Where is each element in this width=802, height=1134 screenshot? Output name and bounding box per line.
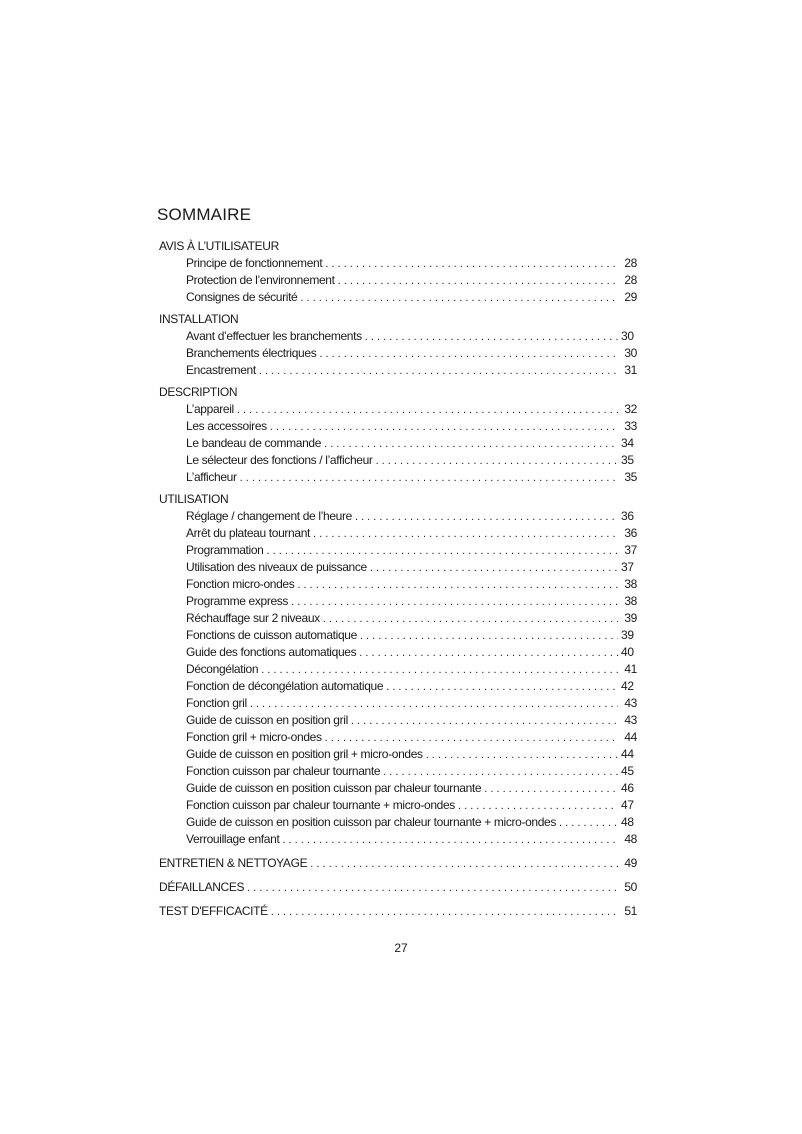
toc-entry-label: Programme express [186,594,289,608]
toc-entry[interactable] [159,328,637,345]
section-heading: INSTALLATION [159,312,239,326]
toc-entry[interactable] [159,469,637,486]
toc-entry-label: L’afficheur [186,470,237,484]
toc-entry-label: TEST D'EFFICACITÉ [159,904,268,918]
toc-section [159,311,637,379]
toc-entry-label: Réglage / changement de l’heure [186,509,352,523]
toc-entry-page: 37 [621,560,634,574]
toc-entry-page: 37 [624,543,637,557]
toc-entry[interactable] [159,576,637,593]
toc-entry-label: ENTRETIEN & NETTOYAGE [159,856,308,870]
toc-entry-label: Guide des fonctions automatiques [186,645,357,659]
toc-entry[interactable] [159,435,637,452]
toc-entry-page: 41 [624,662,637,676]
toc-entry[interactable] [159,661,637,678]
dot-leader [261,662,618,679]
dot-leader [360,628,618,645]
toc-section [159,491,637,848]
toc-entry-page: 39 [621,628,634,642]
page-title: SOMMAIRE [157,205,252,224]
toc-entry-page: 38 [624,577,637,591]
toc-entry[interactable] [159,627,637,644]
dot-leader [297,577,618,594]
toc-entry-label: Consignes de sécurité [186,290,298,304]
dot-leader [319,346,618,363]
toc-entry-label: Fonction de décongélation automatique [186,679,384,693]
dot-leader [338,273,618,290]
toc-entry[interactable] [159,644,637,661]
toc-entry[interactable] [159,746,637,763]
toc-entry-page: 48 [621,815,634,829]
toc-entry[interactable] [159,712,637,729]
table-of-contents [159,238,637,920]
dot-leader [426,747,618,764]
dot-leader [324,436,618,453]
dot-leader [355,509,618,526]
toc-section [159,384,637,486]
toc-entry-label: Fonction micro-ondes [186,577,295,591]
toc-entry[interactable] [159,542,637,559]
dot-leader [313,526,618,543]
toc-entry[interactable] [159,780,637,797]
toc-entry-page: 40 [621,645,634,659]
toc-entry[interactable] [159,729,637,746]
toc-entry-page: 38 [624,594,637,608]
dot-leader [484,781,618,798]
toc-entry[interactable] [159,879,637,896]
toc-entry[interactable] [159,418,637,435]
toc-entry-page: 35 [624,470,637,484]
dot-leader [270,419,618,436]
toc-entry[interactable] [159,452,637,469]
toc-entry-page: 28 [624,273,637,287]
toc-entry-page: 50 [624,880,637,894]
toc-entry[interactable] [159,289,637,306]
toc-entry-page: 47 [621,798,634,812]
toc-entry-label: Fonctions de cuisson automatique [186,628,357,642]
section-heading: AVIS À L’UTILISATEUR [159,239,279,253]
dot-leader [559,815,618,832]
toc-entry-page: 43 [624,696,637,710]
toc-entry[interactable] [159,345,637,362]
toc-entry-label: Fonction gril + micro-ondes [186,730,322,744]
toc-entry-page: 49 [624,856,637,870]
toc-entry-page: 36 [621,509,634,523]
toc-entry-page: 29 [624,290,637,304]
toc-entry-label: Décongélation [186,662,259,676]
dot-leader [370,560,618,577]
toc-entry-page: 45 [621,764,634,778]
toc-entry-page: 42 [621,679,634,693]
toc-entry[interactable] [159,362,637,379]
toc-entry-page: 34 [621,436,634,450]
toc-entry-label: Branchements électriques [186,346,317,360]
toc-entry[interactable] [159,855,637,872]
toc-entry-label: Principe de fonctionnement [186,256,323,270]
dot-leader [291,594,618,611]
toc-entry-label: Le bandeau de commande [186,436,322,450]
dot-leader [458,798,618,815]
page-number: 27 [394,941,408,955]
dot-leader [365,329,618,346]
toc-entry[interactable] [159,559,637,576]
toc-entry-page: 46 [621,781,634,795]
toc-entry-label: Fonction cuisson par chaleur tournante + micro-ondes [186,798,455,812]
toc-entry-label: Fonction gril [186,696,247,710]
toc-entry[interactable] [159,763,637,780]
toc-entry[interactable] [159,831,637,848]
dot-leader [282,832,618,849]
toc-entry-page: 36 [624,526,637,540]
toc-entry[interactable] [159,525,637,542]
dot-leader [325,256,618,273]
toc-entry-label: Avant d’effectuer les branchements [186,329,362,343]
toc-entry[interactable] [159,593,637,610]
toc-entry-label: Utilisation des niveaux de puissance [186,560,367,574]
toc-entry-page: 51 [624,904,637,918]
dot-leader [240,470,618,487]
toc-entry[interactable] [159,401,637,418]
toc-entry-page: 31 [624,363,637,377]
toc-entry-label: Guide de cuisson en position cuisson par chaleur tournante + micro-ondes [186,815,557,829]
toc-entry-label: Les accessoires [186,419,267,433]
dot-leader [266,543,618,560]
toc-entry[interactable] [159,255,637,272]
toc-entry-label: Verrouillage enfant [186,832,280,846]
toc-entry-label: Programmation [186,543,264,557]
section-heading: DESCRIPTION [159,385,238,399]
toc-entry[interactable] [159,903,637,920]
dot-leader [300,290,618,307]
toc-entry-label: L’appareil [186,402,234,416]
toc-entry[interactable] [159,797,637,814]
toc-entry-page: 39 [624,611,637,625]
toc-entry-page: 44 [621,747,634,761]
toc-entry-page: 33 [624,419,637,433]
section-heading: UTILISATION [159,492,229,506]
dot-leader [383,764,618,781]
toc-entry[interactable] [159,610,637,627]
toc-entry[interactable] [159,814,637,831]
dot-leader [310,856,618,873]
toc-entry-page: 43 [624,713,637,727]
toc-entry-page: 28 [624,256,637,270]
toc-entry-label: Arrêt du plateau tournant [186,526,311,540]
dot-leader [386,679,618,696]
dot-leader [323,611,618,628]
toc-entry-label: Réchauffage sur 2 niveaux [186,611,320,625]
dot-leader [376,453,618,470]
toc-entry-page: 35 [621,453,634,467]
dot-leader [271,904,618,921]
toc-entry-page: 32 [624,402,637,416]
toc-entry-label: Guide de cuisson en position gril + micro-ondes [186,747,423,761]
toc-entry-page: 30 [624,346,637,360]
dot-leader [247,880,618,897]
toc-entry-page: 30 [621,329,634,343]
toc-entry[interactable] [159,508,637,525]
dot-leader [351,713,618,730]
toc-entry-label: Protection de l’environnement [186,273,335,287]
dot-leader [237,402,618,419]
toc-entry-page: 48 [624,832,637,846]
dot-leader [259,363,618,380]
toc-entry-label: Guide de cuisson en position gril [186,713,348,727]
toc-section [159,238,637,306]
toc-entry[interactable] [159,272,637,289]
toc-entry-label: DÉFAILLANCES [159,880,245,894]
toc-entry-label: Le sélecteur des fonctions / l’afficheur [186,453,373,467]
toc-entry-label: Encastrement [186,363,256,377]
toc-entry[interactable] [159,678,637,695]
toc-entry-page: 44 [624,730,637,744]
toc-entry[interactable] [159,695,637,712]
toc-entry-label: Fonction cuisson par chaleur tournante [186,764,381,778]
dot-leader [359,645,618,662]
dot-leader [250,696,618,713]
dot-leader [325,730,618,747]
toc-entry-label: Guide de cuisson en position cuisson par chaleur tournante [186,781,482,795]
